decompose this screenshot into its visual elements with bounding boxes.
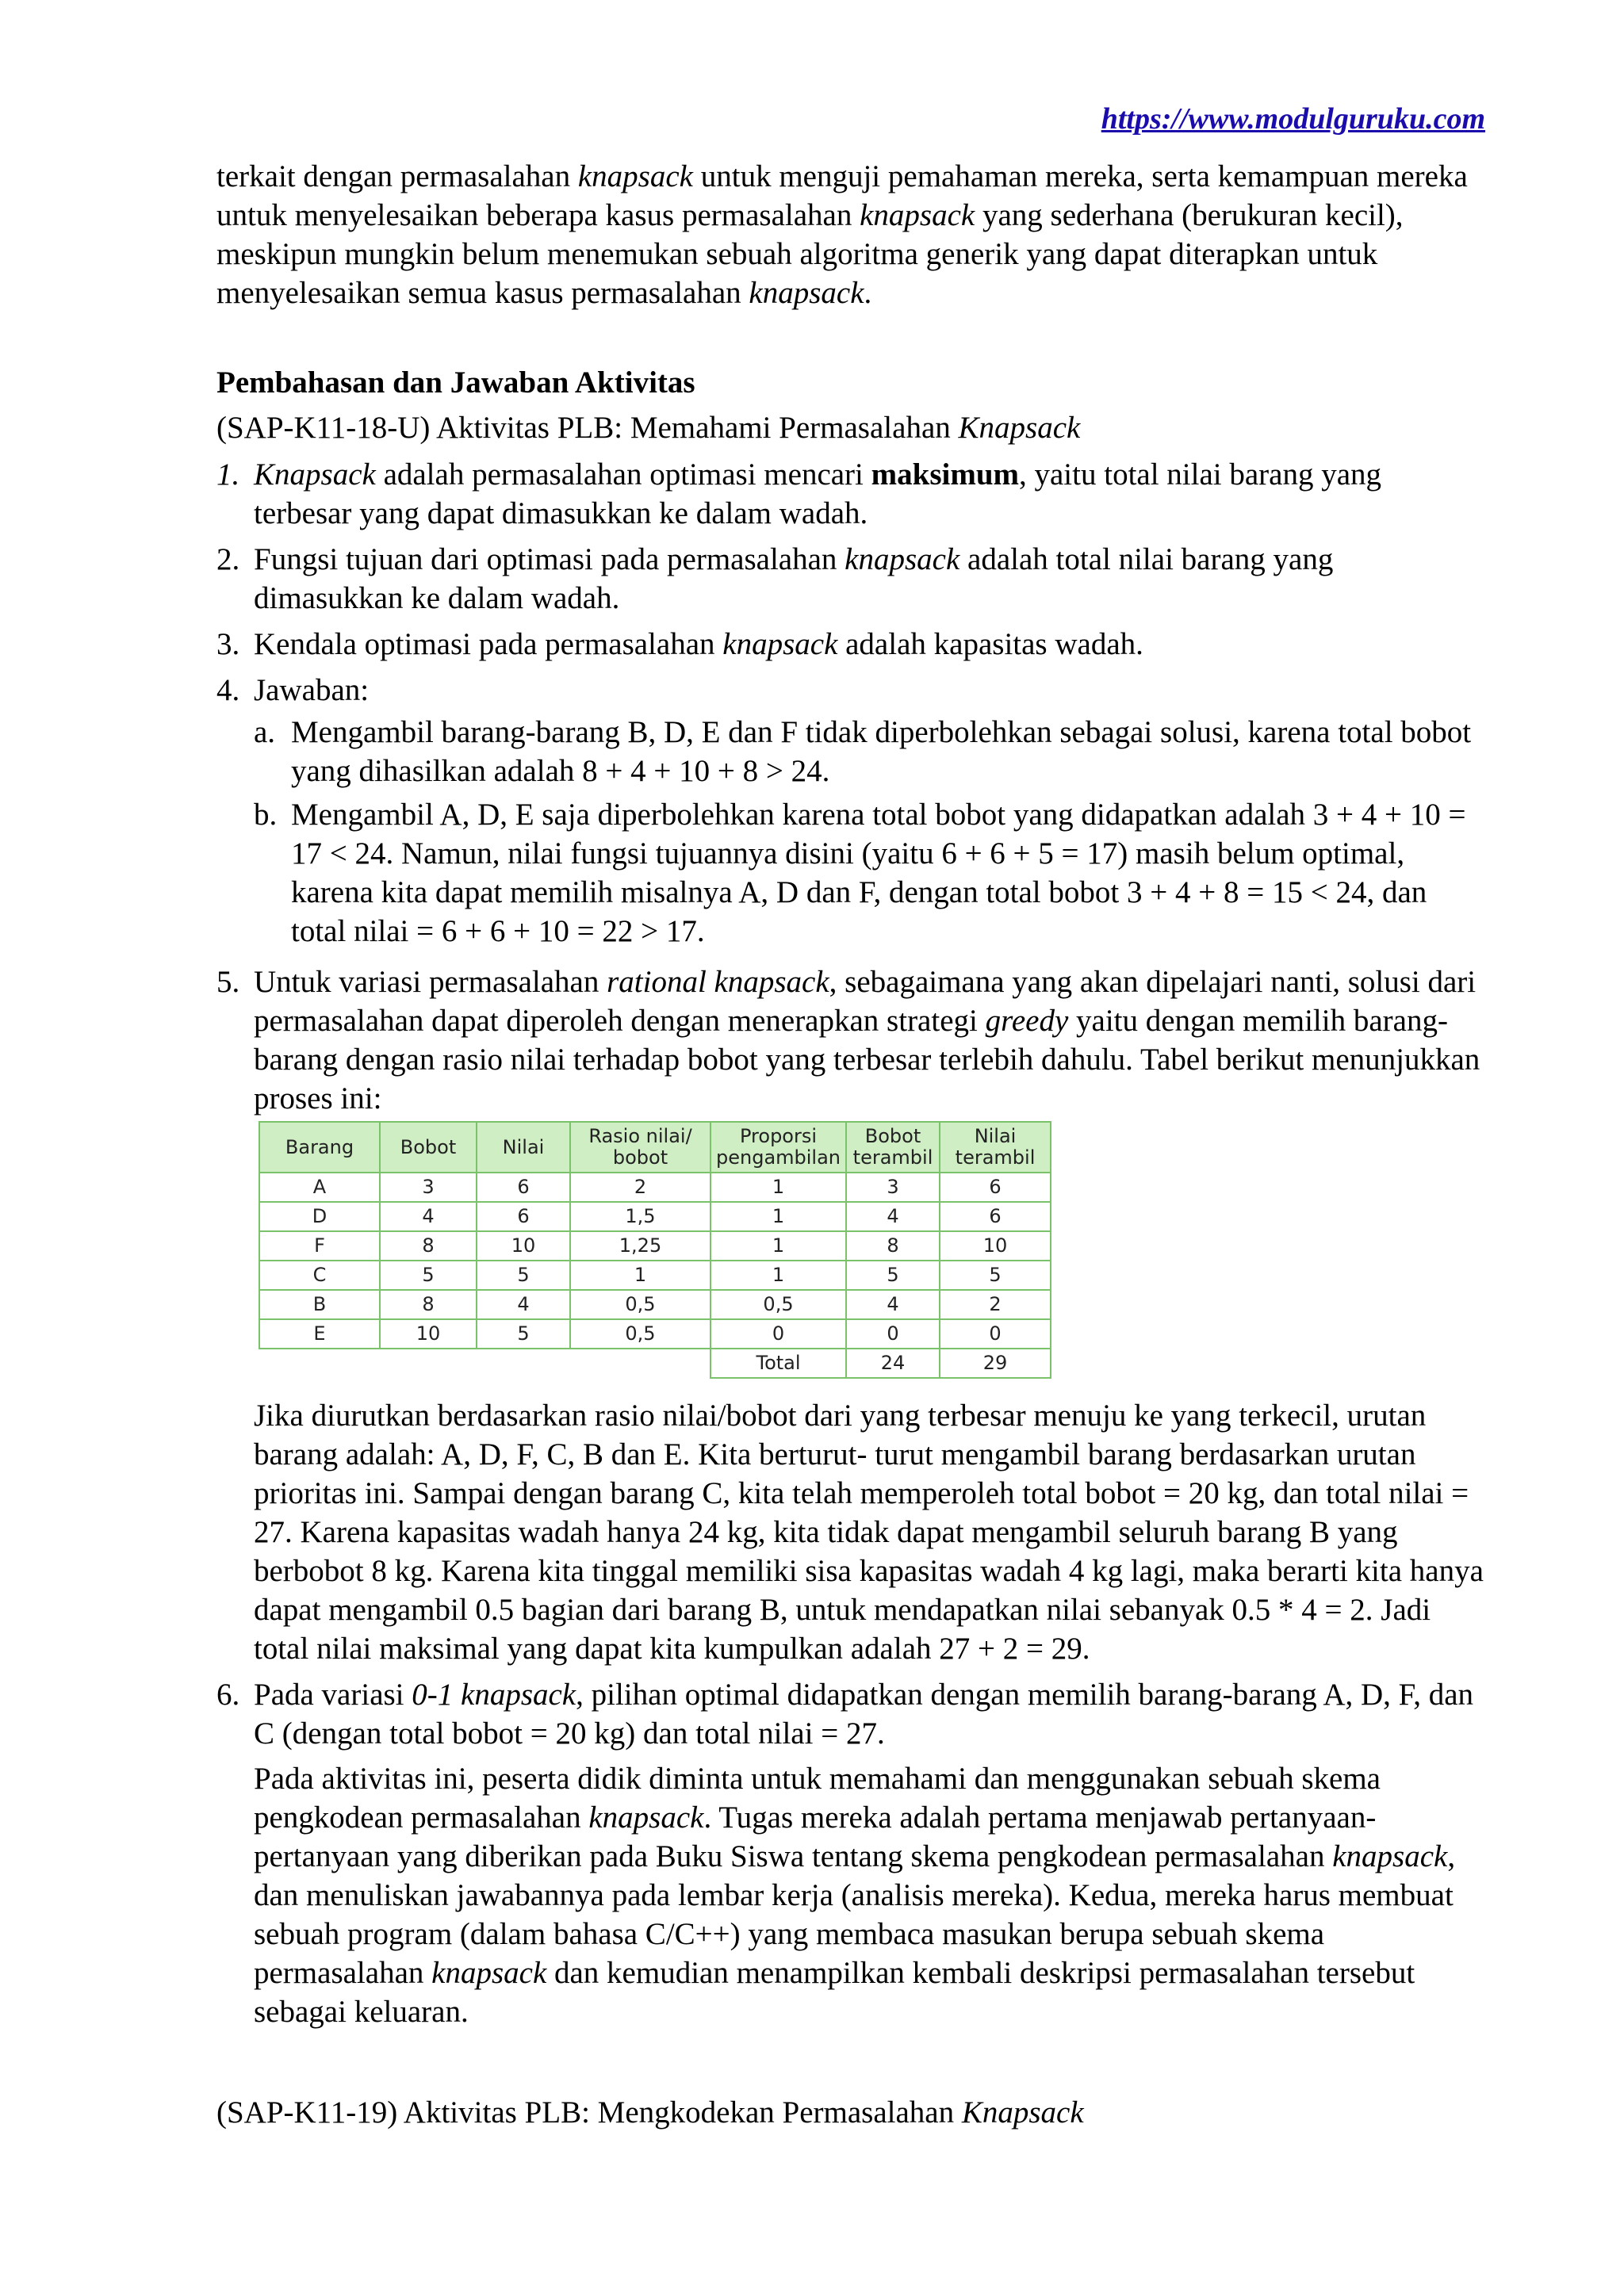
header-rasio: Rasio nilai/ bobot: [570, 1122, 710, 1173]
activity-title: (SAP-K11-18-U) Aktivitas PLB: Memahami Permasalahan Knapsack: [216, 411, 1081, 445]
table-row: F 8 10 1,25 1 8 10: [259, 1231, 1051, 1261]
header-nilai: Nilai: [477, 1122, 570, 1173]
header-bobot-terambil: Bobot terambil: [846, 1122, 940, 1173]
table-row: D 4 6 1,5 1 4 6: [259, 1202, 1051, 1231]
list-item: 1. Knapsack adalah permasalahan optimasi mencari maksimum, yaitu total nilai barang yang terbesar yang dapat dimasukkan ke dalam wadah.: [216, 457, 1382, 530]
list-item: 5. Untuk variasi permasalahan rational knapsack, sebagaimana yang akan dipelajari nanti, solusi dari permasalahan dapat diperoleh dengan menerapkan strategi greedy yaitu dengan memilih barang-barang dengan rasio nilai terhadap bobot yang terbesar terlebih dahulu. Tabel berikut menunjukkan proses ini: Barang Bobot Nilai Rasio nilai/ bobot Proporsi pengambilan Bobot terambil Nilai terambil A 3 6 2 1 3 6 D 4 6 1,5 1 4 6 F 8 10 1,25 1 8 10 C 5 5 1 1 5 5 B 8 4 0,5 0,5 4 2 E 10 5 0,5 0 0 0 Total 24 29 Jika diurutkan berdasarkan rasio nilai/bobot dari yang terbesar menuju ke yang terkecil, urutan barang adalah: A, D, F, C, B dan E. Kita berturut- turut mengambil barang berdasarkan urutan prioritas ini. Sampai dengan barang C, kita telah memperoleh total bobot = 20 kg, dan total nilai = 27. Karena kapasitas wadah hanya 24 kg, kita tidak dapat mengambil seluruh barang B yang berbobot 8 kg. Karena kita tinggal memiliki sisa kapasitas wadah 4 kg lagi, maka berarti kita hanya dapat mengambil 0.5 bagian dari barang B, untuk mendapatkan nilai sebanyak 0.5 * 4 = 2. Jadi total nilai maksimal yang dapat kita kumpulkan adalah 27 + 2 = 29.: [216, 962, 1485, 1668]
sub-list-item: b. Mengambil A, D, E saja diperbolehkan karena total bobot yang didapatkan adalah 3 + 4 + 10 = 17 < 24. Namun, nilai fungsi tujuannya disini (yaitu 6 + 6 + 5 = 17) masih belum optimal, karena kita dapat memilih misalnya A, D dan F, dengan total bobot 3 + 4 + 8 = 15 < 24, dan total nilai = 6 + 6 + 10 = 22 > 17.: [254, 798, 1466, 948]
total-bobot: 24: [846, 1349, 940, 1378]
header-barang: Barang: [259, 1122, 380, 1173]
table-total-row: [259, 1349, 1051, 1378]
header-nilai-terambil: Nilai terambil: [940, 1122, 1051, 1173]
table-row: E 10 5 0,5 0 0 0: [259, 1319, 1051, 1349]
sub-list: [254, 713, 1485, 951]
next-activity-title: (SAP-K11-19) Aktivitas PLB: Mengkodekan Permasalahan Knapsack: [216, 2095, 1084, 2130]
greedy-process-table: [259, 1121, 1051, 1379]
section-heading: Pembahasan dan Jawaban Aktivitas: [216, 365, 695, 400]
explanation-paragraph: Jika diurutkan berdasarkan rasio nilai/bobot dari yang terbesar menuju ke yang terkecil, urutan barang adalah: A, D, F, C, B dan E. Kita berturut- turut mengambil barang berdasarkan urutan prioritas ini. Sampai dengan barang C, kita telah memperoleh total bobot = 20 kg, dan total nilai = 27. Karena kapasitas wadah hanya 24 kg, kita tidak dapat mengambil seluruh barang B yang berbobot 8 kg. Karena kita tinggal memiliki sisa kapasitas wadah 4 kg lagi, maka berarti kita hanya dapat mengambil 0.5 bagian dari barang B, untuk mendapatkan nilai sebanyak 0.5 * 4 = 2. Jadi total nilai maksimal yang dapat kita kumpulkan adalah 27 + 2 = 29.: [254, 1399, 1484, 1666]
table-row: A 3 6 2 1 3 6: [259, 1173, 1051, 1202]
table-header-row: [259, 1122, 1051, 1173]
list-item: 2. Fungsi tujuan dari optimasi pada permasalahan knapsack adalah total nilai barang yang dimasukkan ke dalam wadah.: [216, 542, 1334, 615]
header-bobot: Bobot: [380, 1122, 477, 1173]
table-row: B 8 4 0,5 0,5 4 2: [259, 1290, 1051, 1319]
total-nilai: 29: [940, 1349, 1051, 1378]
total-label: Total: [710, 1349, 846, 1378]
sub-list-item: a. Mengambil barang-barang B, D, E dan F tidak diperbolehkan sebagai solusi, karena total bobot yang dihasilkan adalah 8 + 4 + 10 + 8 > 24.: [254, 715, 1472, 788]
website-link[interactable]: https://www.modulguruku.com: [1101, 102, 1485, 136]
list-item: 3. Kendala optimasi pada permasalahan knapsack adalah kapasitas wadah.: [216, 627, 1143, 661]
list-item: 6. Pada variasi 0-1 knapsack, pilihan optimal didapatkan dengan memilih barang-barang A, D, F, dan C (dengan total bobot = 20 kg) dan total nilai = 27. Pada aktivitas ini, peserta didik diminta untuk memahami dan menggunakan sebuah skema pengkodean permasalahan knapsack. Tugas mereka adalah pertama menjawab pertanyaan-pertanyaan yang diberikan pada Buku Siswa tentang skema pengkodean permasalahan knapsack, dan menuliskan jawabannya pada lembar kerja (analisis mereka). Kedua, mereka harus membuat sebuah program (dalam bahasa C/C++) yang membaca masukan berupa sebuah skema permasalahan knapsack dan kemudian menampilkan kembali deskripsi permasalahan tersebut sebagai keluaran.: [216, 1675, 1485, 2031]
header-proporsi: Proporsi pengambilan: [710, 1122, 846, 1173]
answer-list: [216, 455, 1485, 2038]
list-item: 4. Jawaban: a. Mengambil barang-barang B, D, E dan F tidak diperbolehkan sebagai solusi, karena total bobot yang dihasilkan adalah 8 + 4 + 10 + 8 > 24. b. Mengambil A, D, E saja diperbolehkan karena total bobot yang didapatkan adalah 3 + 4 + 10 = 17 < 24. Namun, nilai fungsi tujuannya disini (yaitu 6 + 6 + 5 = 17) masih belum optimal, karena kita dapat memilih misalnya A, D dan F, dengan total bobot 3 + 4 + 8 = 15 < 24, dan total nilai = 6 + 6 + 10 = 22 > 17.: [216, 671, 1485, 955]
activity-description: Pada aktivitas ini, peserta didik diminta untuk memahami dan menggunakan sebuah skema pengkodean permasalahan knapsack. Tugas mereka adalah pertama menjawab pertanyaan-pertanyaan yang diberikan pada Buku Siswa tentang skema pengkodean permasalahan knapsack, dan menuliskan jawabannya pada lembar kerja (analisis mereka). Kedua, mereka harus membuat sebuah program (dalam bahasa C/C++) yang membaca masukan berupa sebuah skema permasalahan knapsack dan kemudian menampilkan kembali deskripsi permasalahan tersebut sebagai keluaran.: [254, 1762, 1456, 2029]
table-row: C 5 5 1 1 5 5: [259, 1261, 1051, 1290]
intro-paragraph: terkait dengan permasalahan knapsack untuk menguji pemahaman mereka, serta kemampuan mereka untuk menyelesaikan beberapa kasus permasalahan knapsack yang sederhana (berukuran kecil), meskipun mungkin belum menemukan sebuah algoritma generik yang dapat diterapkan untuk menyelesaikan semua kasus permasalahan knapsack.: [216, 159, 1468, 310]
